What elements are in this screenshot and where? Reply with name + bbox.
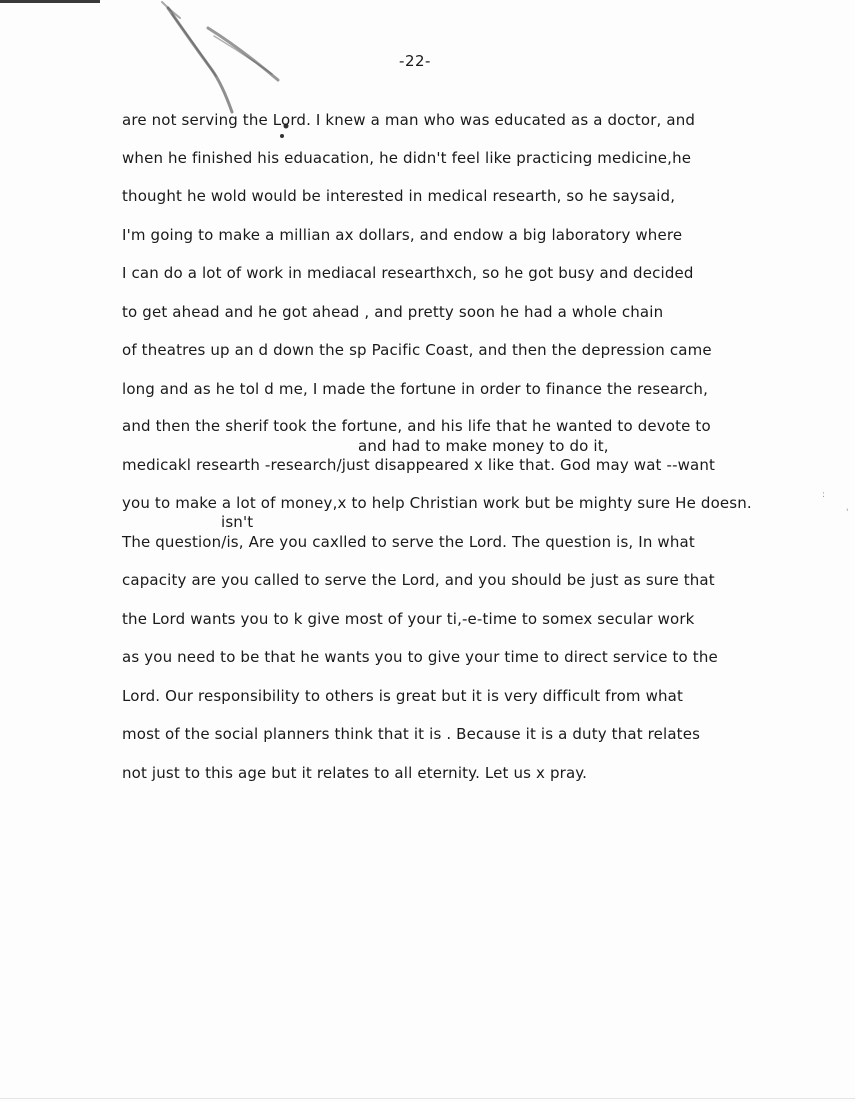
body-line: I can do a lot of work in mediacal researthxch, so he got busy and decided [122, 264, 694, 282]
body-line: the Lord wants you to k give most of your ti,-e-time to somex secular work [122, 610, 695, 628]
body-line: and then the sherif took the fortune, and his life that he wanted to devote to [122, 417, 711, 435]
body-line: medicakl researth -research/just disappeared x like that. God may wat --want [122, 456, 716, 474]
interlinear-insert: isn't [221, 513, 254, 531]
top-edge-rule [0, 0, 100, 3]
body-line: to get ahead and he got ahead , and pretty soon he had a whole chain [122, 303, 664, 321]
page-number: -22- [399, 52, 431, 70]
body-line: are not serving the Lord. I knew a man who was educated as a doctor, and [122, 111, 696, 129]
body-line: of theatres up an d down the sp Pacific Coast, and then the depression came [122, 341, 712, 359]
body-line: most of the social planners think that it is . Because it is a duty that relates [122, 725, 701, 743]
body-line: long and as he tol d me, I made the fortune in order to finance the research, [122, 380, 709, 398]
body-line: I'm going to make a millian ax dollars, and endow a big laboratory where [122, 226, 683, 244]
body-line: The question/is, Are you caxlled to serve the Lord. The question is, In what [122, 533, 695, 551]
body-line: capacity are you called to serve the Lord, and you should be just as sure that [122, 571, 715, 589]
body-line: when he finished his eduacation, he didn't feel like practicing medicine,he [122, 149, 692, 167]
interlinear-insert: and had to make money to do it, [358, 437, 609, 455]
margin-mark: ' [846, 508, 849, 518]
body-line: thought he wold would be interested in medical researth, so he saysaid, [122, 187, 676, 205]
margin-mark: : [822, 490, 826, 500]
body-line: as you need to be that he wants you to give your time to direct service to the [122, 648, 718, 666]
body-line: Lord. Our responsibility to others is great but it is very difficult from what [122, 687, 684, 705]
body-line: not just to this age but it relates to all eternity. Let us x pray. [122, 764, 588, 782]
bottom-edge-rule [0, 1098, 855, 1099]
body-line: you to make a lot of money,x to help Christian work but be mighty sure He doesn. [122, 494, 752, 512]
